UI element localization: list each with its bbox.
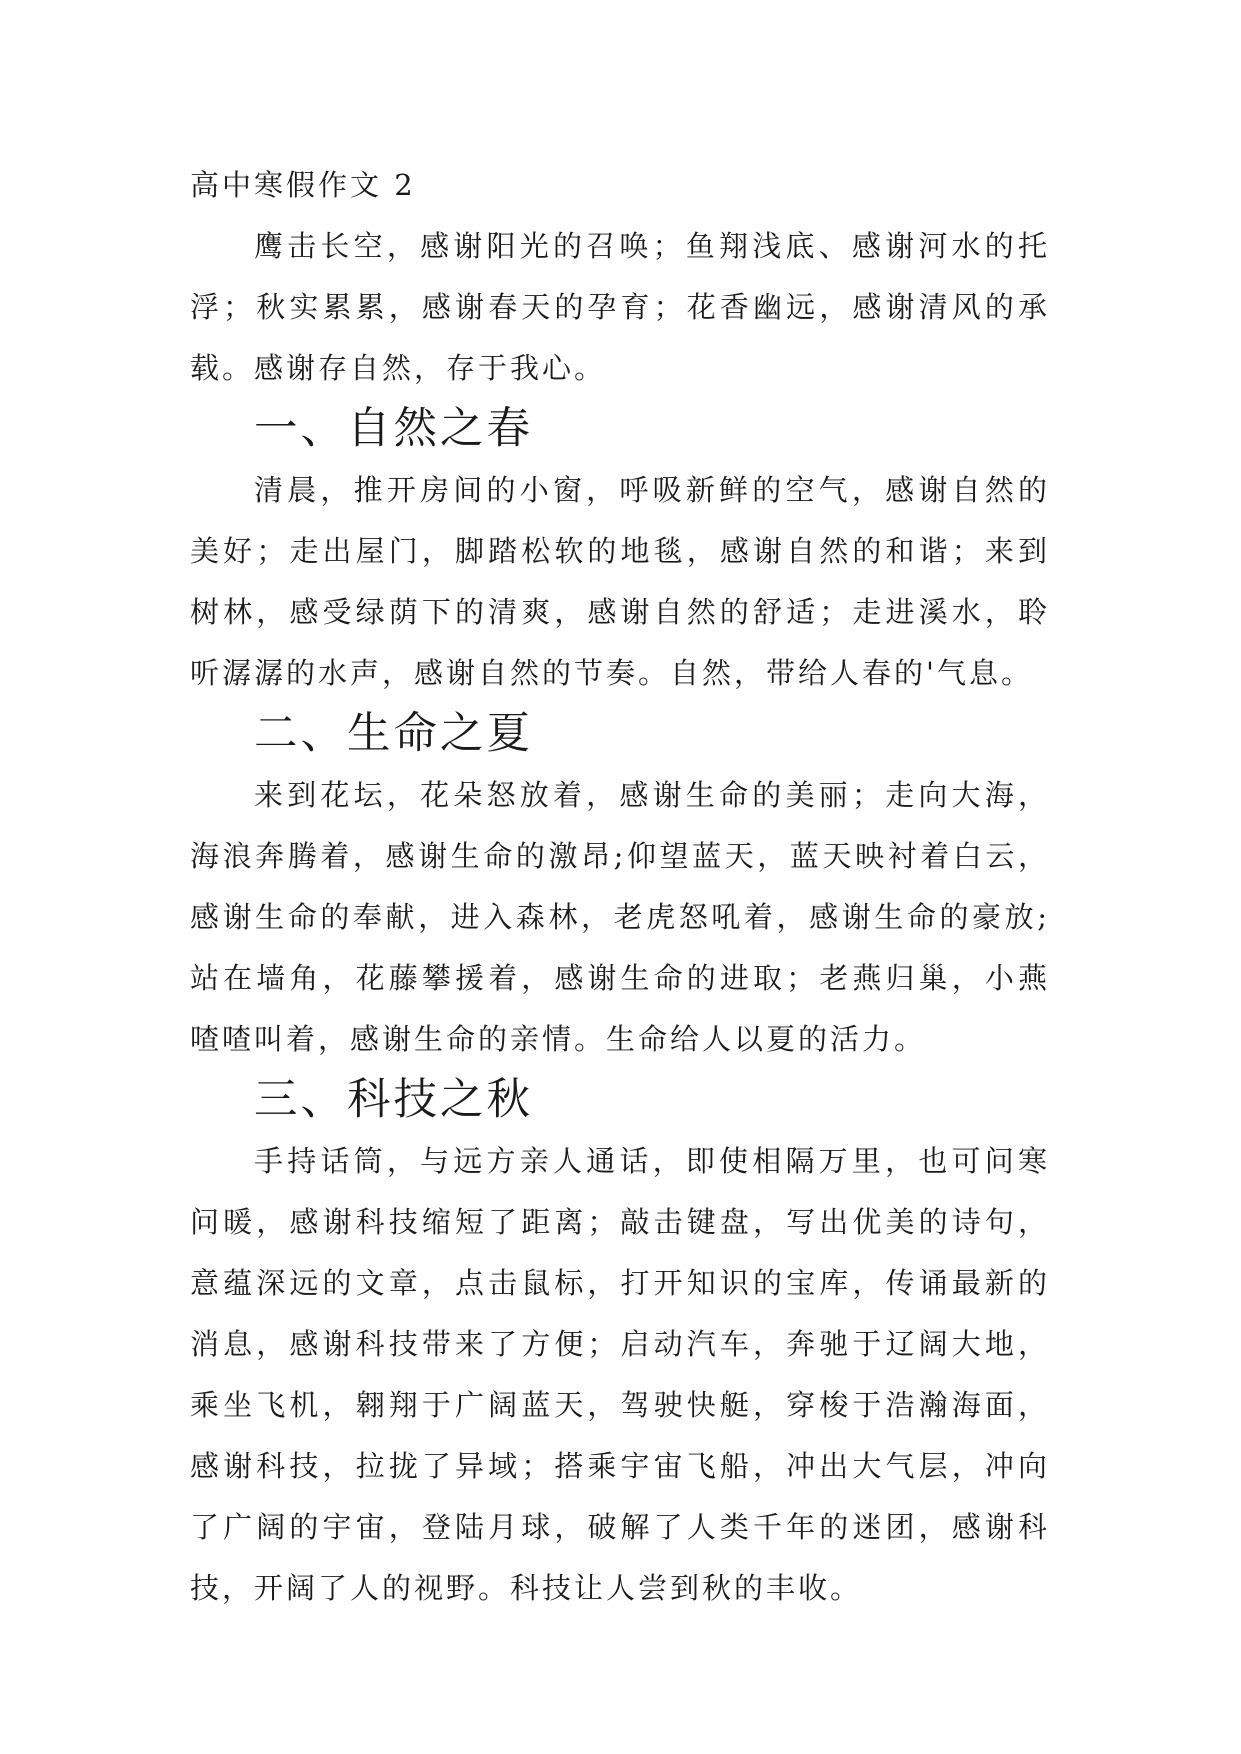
document-title: 高中寒假作文 2	[190, 168, 416, 202]
intro-paragraph: 鹰击长空，感谢阳光的召唤；鱼翔浅底、感谢河水的托浮；秋实累累，感谢春天的孕育；花香幽远，感谢清风的承载。感谢存自然，存于我心。	[190, 229, 1050, 385]
section-body-spring: 清晨，推开房间的小窗，呼吸新鲜的空气，感谢自然的美好；走出屋门，脚踏松软的地毯，感谢自然的和谐；来到树林，感受绿荫下的清爽，感谢自然的舒适；走进溪水，聆听潺潺的水声，感谢自然的节奏。自然，带给人春的'气息。	[190, 473, 1050, 690]
section-body-summer: 来到花坛，花朵怒放着，感谢生命的美丽；走向大海，海浪奔腾着，感谢生命的激昂;仰望蓝天，蓝天映衬着白云，感谢生命的奉献，进入森林，老虎怒吼着，感谢生命的豪放;站在墙角，花藤攀援着，感谢生命的进取；老燕归巢，小燕喳喳叫着，感谢生命的亲情。生命给人以夏的活力。	[190, 778, 1050, 1056]
section-heading-autumn: 三、科技之秋	[254, 1075, 533, 1125]
document-page	[190, 155, 1050, 1619]
section-body-autumn: 手持话筒，与远方亲人通话，即使相隔万里，也可问寒问暖，感谢科技缩短了距离；敲击键盘，写出优美的诗句，意蕴深远的文章，点击鼠标，打开知识的宝库，传诵最新的消息，感谢科技带来了方便；启动汽车，奔驰于辽阔大地，乘坐飞机，翱翔于广阔蓝天，驾驶快艇，穿梭于浩瀚海面，感谢科技，拉拢了异域；搭乘宇宙飞船，冲出大气层，冲向了广阔的宇宙，登陆月球，破解了人类千年的迷团，感谢科技，开阔了人的视野。科技让人尝到秋的丰收。	[190, 1144, 1050, 1605]
section-heading-summer: 二、生命之夏	[254, 709, 533, 759]
section-heading-spring: 一、自然之春	[254, 404, 533, 454]
